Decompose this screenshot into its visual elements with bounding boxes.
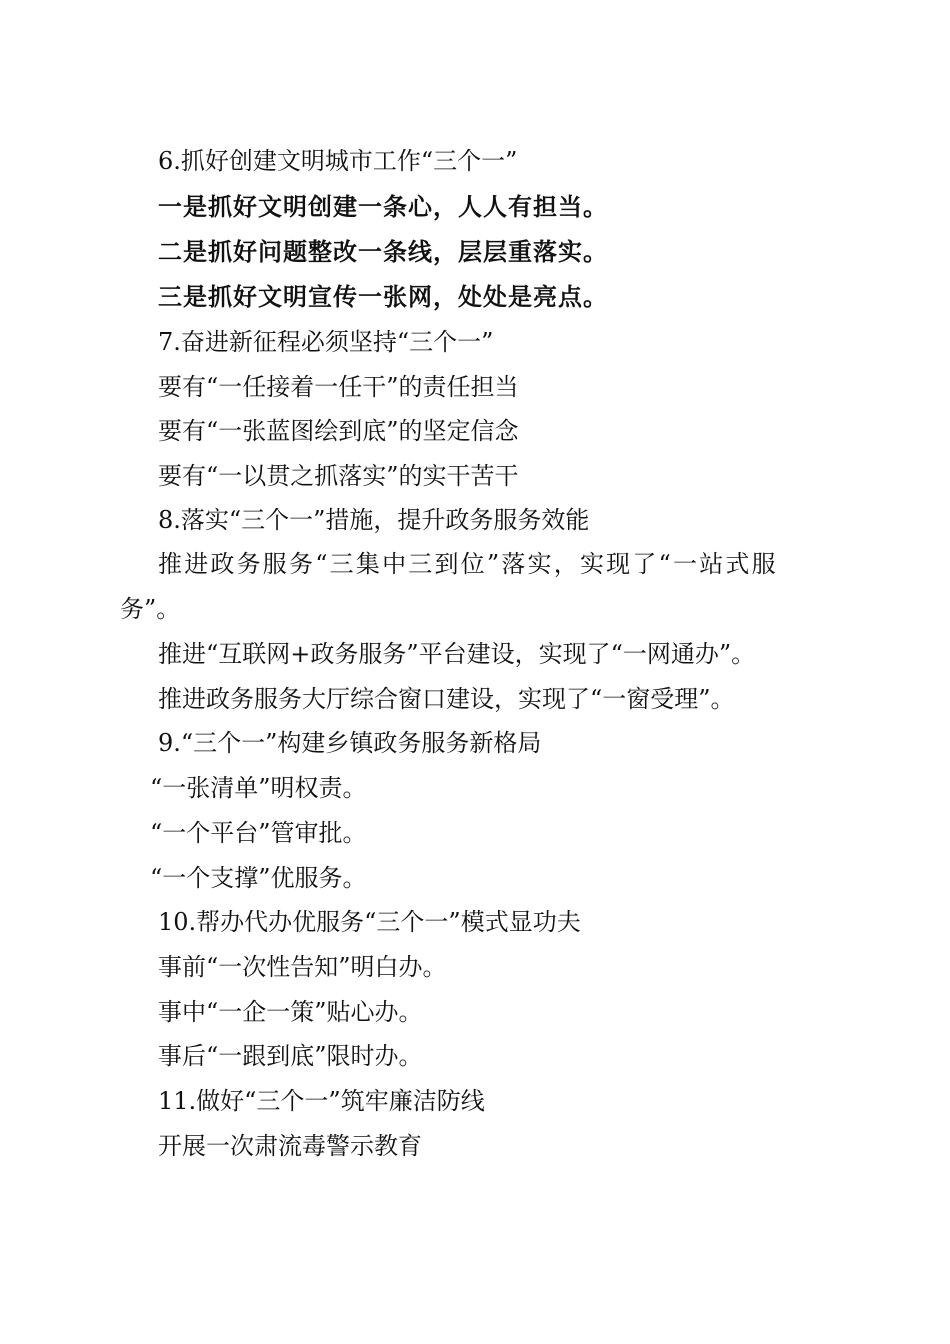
paragraph-line: 事前“一次性告知”明白办。 [158,953,447,981]
paragraph-line: 事后“一跟到底”限时办。 [158,1042,423,1070]
paragraph-line: 要有“一以贯之抓落实”的实干苦干 [158,462,519,490]
heading-7: 7.奋进新征程必须坚持“三个一” [158,328,494,356]
paragraph-line: 要有“一任接着一任干”的责任担当 [158,373,519,401]
paragraph-line-continuation: 务”。 [120,595,181,623]
heading-9: 9.“三个一”构建乡镇政务服务新格局 [158,729,542,757]
paragraph-line: 开展一次肃流毒警示教育 [158,1132,422,1160]
paragraph-line: 要有“一张蓝图绘到底”的坚定信念 [158,417,519,445]
paragraph-line: 一是抓好文明创建一条心，人人有担当。 [158,192,608,221]
paragraph-line: 推进政务服务大厅综合窗口建设，实现了“一窗受理”。 [158,685,735,713]
heading-6: 6.抓好创建文明城市工作“三个一” [158,147,518,175]
heading-11: 11.做好“三个一”筑牢廉洁防线 [158,1087,485,1115]
paragraph-line: 推进政务服务“三集中三到位”落实，实现了“一站式服 [158,550,778,578]
heading-8: 8.落实“三个一”措施，提升政务服务效能 [158,506,590,534]
paragraph-line: 推进“互联网+政务服务”平台建设，实现了“一网通办”。 [158,640,756,668]
paragraph-line: 事中“一企一策”贴心办。 [158,998,423,1026]
paragraph-line: “一个平台”管审批。 [150,819,367,847]
paragraph-line: 二是抓好问题整改一条线，层层重落实。 [158,237,608,266]
paragraph-line: 三是抓好文明宣传一张网，处处是亮点。 [158,282,608,311]
paragraph-line: “一个支撑”优服务。 [150,864,367,892]
paragraph-line: “一张清单”明权责。 [150,774,367,802]
heading-10: 10.帮办代办优服务“三个一”模式显功夫 [158,908,581,936]
